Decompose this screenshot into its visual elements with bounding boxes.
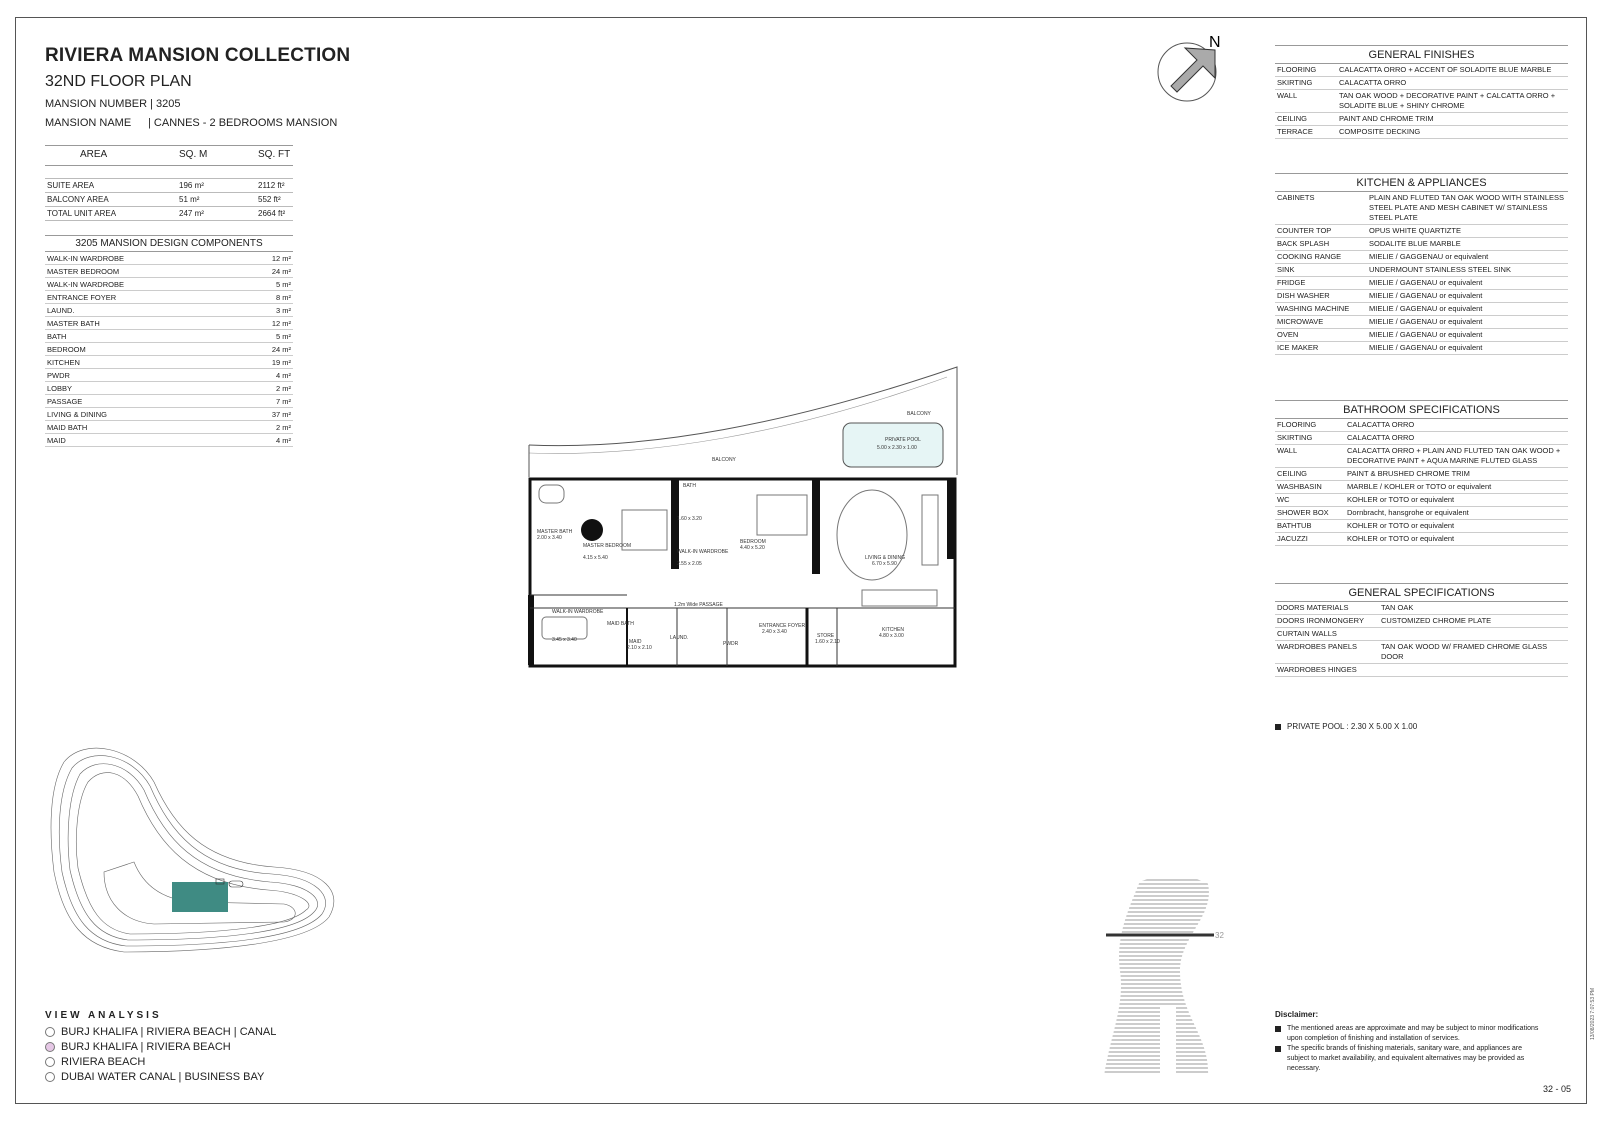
table-row: SUITE AREA 196 m² 2112 ft² [45,179,293,193]
spec-row: FRIDGE MIELIE / GAGENAU or equivalent [1275,277,1568,290]
balcony-top-label: BALCONY [907,411,931,417]
north-label: N [1209,34,1221,51]
spec-row: WASHING MACHINE MIELIE / GAGENAU or equivalent [1275,303,1568,316]
store-dim: 1.60 x 2.10 [815,639,840,645]
components-title: 3205 MANSION DESIGN COMPONENTS [45,235,293,252]
walkin-label: WALK-IN WARDROBE [677,549,729,555]
pool-dim: 5.00 x 2.30 x 1.00 [877,445,917,451]
table-row: PWDR 4 m² [47,370,291,380]
spec-row: CABINETS PLAIN AND FLUTED TAN OAK WOOD WITH STAINLESS STEEL PLATE AND MESH CABINET W/ STAINLESS STEEL PLATE [1275,192,1568,225]
general-specs-title: GENERAL SPECIFICATIONS [1275,583,1568,602]
spec-row: JACUZZI KOHLER or TOTO or equivalent [1275,533,1568,546]
legend-dot-icon [45,1057,55,1067]
walkin-dim: 2.55 x 2.05 [677,561,702,567]
kitchen-dim: 4.80 x 3.00 [879,633,904,639]
components-table [45,252,293,447]
table-row: MASTER BEDROOM 24 m² [47,266,291,276]
table-row: ENTRANCE FOYER 8 m² [47,292,291,302]
mansion-name-value: | CANNES - 2 BEDROOMS MANSION [148,117,338,129]
walkin2-dim: 3.45 x 3.40 [552,637,577,643]
bullet-icon [1275,724,1281,730]
pool-note-text: PRIVATE POOL : 2.30 X 5.00 X 1.00 [1287,722,1418,731]
spec-row: COUNTER TOP OPUS WHITE QUARTIZTE [1275,225,1568,238]
disclaimer-item: The specific brands of finishing materials, sanitary ware, and appliances are subject to market availability, and equivalent alternatives may be provided as necessary. [1275,1044,1545,1074]
floor-marker-label: 32 [1215,931,1224,940]
site-plan [44,742,344,972]
bedroom-label: BEDROOM [740,539,766,545]
spec-row: SINK UNDERMOUNT STAINLESS STEEL SINK [1275,264,1568,277]
spec-row: WASHBASIN MARBLE / KOHLER or TOTO or equivalent [1275,481,1568,494]
mansion-name-label: MANSION NAME [45,117,132,129]
table-row: PASSAGE 7 m² [47,396,291,406]
legend-item: BURJ KHALIFA | RIVIERA BEACH | CANAL [45,1024,276,1039]
spec-row: BACK SPLASH SODALITE BLUE MARBLE [1275,238,1568,251]
area-header: AREA [45,146,177,166]
floor-title: 32ND FLOOR PLAN [45,73,192,90]
spec-row: WARDROBES PANELS TAN OAK WOOD W/ FRAMED CHROME GLASS DOOR [1275,641,1568,664]
mansion-number: MANSION NUMBER | 3205 [45,98,181,110]
table-row: LAUND. 3 m² [47,305,291,315]
page-number: 32 - 05 [1543,1084,1572,1094]
table-row: BATH 5 m² [47,331,291,341]
table-row: TOTAL UNIT AREA 247 m² 2664 ft² [45,207,293,221]
view-analysis-title: VIEW ANALYSIS [45,1010,162,1021]
spec-row: WALL TAN OAK WOOD + DECORATIVE PAINT + CALCATTA ORRO + SOLADITE BLUE + SHINY CHROME [1275,90,1568,113]
table-row: WALK-IN WARDROBE 5 m² [47,279,291,289]
print-stamp: 13/08/2023 7:07:53 PM [1590,988,1596,1040]
spec-row: BATHTUB KOHLER or TOTO or equivalent [1275,520,1568,533]
legend-dot-icon [45,1072,55,1082]
laund-label: LAUND. [670,635,689,641]
spec-row: OVEN MIELIE / GAGENAU or equivalent [1275,329,1568,342]
kitchen-appliances [1275,173,1568,355]
disclaimer [1275,1010,1545,1074]
table-row: WALK-IN WARDROBE 12 m² [47,253,291,263]
pool-label: PRIVATE POOL [885,437,921,443]
bath-dim: 1.60 x 3.20 [677,516,702,522]
walkin2-label: WALK-IN WARDROBE [552,609,604,615]
bath-label: BATH [683,483,696,489]
legend-dot-icon [45,1027,55,1037]
bathroom-specs [1275,400,1568,546]
legend-item: RIVIERA BEACH [45,1054,276,1069]
spec-row: COOKING RANGE MIELIE / GAGGENAU or equivalent [1275,251,1568,264]
spec-row: DISH WASHER MIELIE / GAGENAU or equivalent [1275,290,1568,303]
spec-row: SHOWER BOX Dornbracht, hansgrohe or equivalent [1275,507,1568,520]
view-analysis-legend [45,1024,276,1084]
sqft-header: SQ. FT [256,146,293,166]
spec-row: WALL CALACATTA ORRO + PLAIN AND FLUTED TAN OAK WOOD + DECORATIVE PAINT + AQUA MARINE FLUTED GLASS [1275,445,1568,468]
table-row: LIVING & DINING 37 m² [47,409,291,419]
passage-label: 1.2m Wide PASSAGE [674,602,723,608]
spec-row: SKIRTING CALACATTA ORRO [1275,432,1568,445]
spec-row: WC KOHLER or TOTO or equivalent [1275,494,1568,507]
north-arrow-icon [1155,30,1225,105]
master-bedroom-dim: 4.15 x 5.40 [583,555,608,561]
mansion-name [45,117,337,129]
master-bath-label: MASTER BATH [537,529,573,535]
table-row: MAID 4 m² [47,435,291,445]
pwdr-label: PWDR [723,641,739,647]
disclaimer-title: Disclaimer: [1275,1010,1319,1019]
general-finishes-title: GENERAL FINISHES [1275,45,1568,64]
living-dim: 6.70 x 5.90 [872,561,897,567]
spec-row: ICE MAKER MIELIE / GAGENAU or equivalent [1275,342,1568,355]
spec-row: CEILING PAINT AND CHROME TRIM [1275,113,1568,126]
table-row: KITCHEN 19 m² [47,357,291,367]
table-row: BALCONY AREA 51 m² 552 ft² [45,193,293,207]
master-bath-dim: 2.00 x 3.40 [537,535,562,541]
spec-row: DOORS IRONMONGERY CUSTOMIZED CHROME PLATE [1275,615,1568,628]
table-row: MAID BATH 2 m² [47,422,291,432]
spec-row: CURTAIN WALLS [1275,628,1568,641]
spec-row: TERRACE COMPOSITE DECKING [1275,126,1568,139]
spec-row: FLOORING CALACATTA ORRO + ACCENT OF SOLADITE BLUE MARBLE [1275,64,1568,77]
bathroom-title: BATHROOM SPECIFICATIONS [1275,400,1568,419]
table-row: MASTER BATH 12 m² [47,318,291,328]
pool-note [1275,722,1417,731]
spec-row: FLOORING CALACATTA ORRO [1275,419,1568,432]
general-specs [1275,583,1568,677]
unit-highlight [172,882,228,912]
store-label: STORE [817,633,835,639]
table-row: BEDROOM 24 m² [47,344,291,354]
maid-label: MAID [629,639,642,645]
legend-item: BURJ KHALIFA | RIVIERA BEACH [45,1039,276,1054]
maid-bath-label: MAID BATH [607,621,634,627]
master-bedroom-label: MASTER BEDROOM [583,543,632,549]
spec-row: MICROWAVE MIELIE / GAGENAU or equivalent [1275,316,1568,329]
tower-elevation [1100,876,1224,1081]
maid-dim: 2.10 x 2.10 [627,645,652,651]
balcony-left-label: BALCONY [712,457,736,463]
living-label: LIVING & DINING [865,555,906,561]
spec-row: SKIRTING CALACATTA ORRO [1275,77,1568,90]
foyer-dim: 2.40 x 3.40 [762,629,787,635]
floor-plan [527,365,959,670]
general-finishes [1275,45,1568,139]
disclaimer-item: The mentioned areas are approximate and may be subject to minor modifications upon completion of finishing and installation of services. [1275,1024,1545,1044]
spec-row: DOORS MATERIALS TAN OAK [1275,602,1568,615]
spec-row: WARDROBES HINGES [1275,664,1568,677]
project-title: RIVIERA MANSION COLLECTION [45,45,351,66]
foyer-label: ENTRANCE FOYER [759,623,806,629]
kitchen-label: KITCHEN [882,627,904,633]
spec-row: CEILING PAINT & BRUSHED CHROME TRIM [1275,468,1568,481]
bedroom-dim: 4.40 x 5.20 [740,545,765,551]
legend-item: DUBAI WATER CANAL | BUSINESS BAY [45,1069,276,1084]
legend-dot-icon [45,1042,55,1052]
area-table [45,145,293,221]
table-row: LOBBY 2 m² [47,383,291,393]
sqm-header: SQ. M [177,146,256,166]
kitchen-title: KITCHEN & APPLIANCES [1275,173,1568,192]
